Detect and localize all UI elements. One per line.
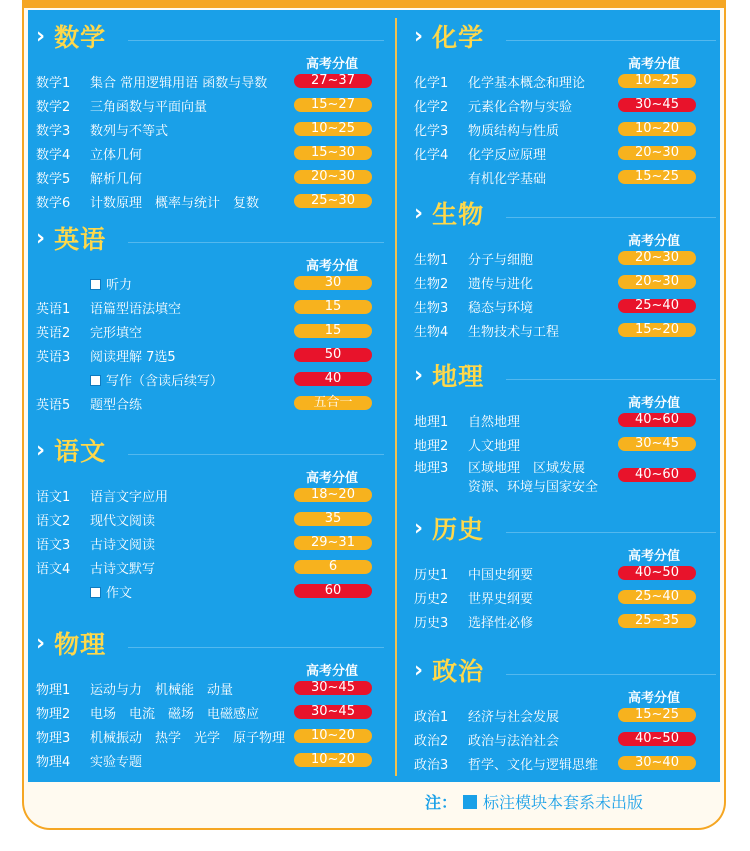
section-title (414, 357, 484, 393)
module-code: 数学5 (36, 171, 71, 187)
section-title-text: 政治 (432, 657, 485, 686)
score-column-header: 高考分值 (306, 57, 359, 72)
module-row (36, 118, 386, 140)
score-pill: 25~35 (618, 614, 696, 628)
score-pill: 10~20 (618, 122, 696, 136)
subject-section (36, 432, 386, 601)
module-code: 物理4 (36, 754, 71, 770)
module-code: 生物1 (414, 252, 449, 268)
score-pill: 35 (294, 512, 372, 526)
module-code: 语文4 (36, 561, 71, 577)
section-header (414, 357, 718, 391)
section-title (414, 652, 484, 688)
module-topic-text: 遗传与进化 (468, 276, 534, 292)
subject-section (414, 652, 718, 773)
module-code: 数学3 (36, 123, 71, 139)
module-topic-text: 电场 电流 磁场 电磁感应 (90, 706, 260, 722)
module-code: 历史3 (414, 615, 449, 631)
subject-section (36, 625, 386, 770)
section-header (36, 625, 386, 659)
module-code: 语文3 (36, 537, 71, 553)
module-code: 数学6 (36, 195, 71, 211)
module-code: 数学2 (36, 99, 71, 115)
module-topic-text: 听力 (106, 277, 133, 293)
score-pill: 30 (294, 276, 372, 290)
chevron-right-icon: › (36, 437, 47, 463)
chevron-right-icon: › (414, 657, 425, 683)
module-code: 物理3 (36, 730, 71, 746)
footnote (425, 790, 643, 813)
section-rule (506, 217, 716, 218)
section-title (36, 18, 106, 54)
module-topic-text: 实验专题 (90, 754, 143, 770)
top-accent-bar (22, 0, 726, 8)
score-pill: 40 (294, 372, 372, 386)
module-topic-text: 计数原理 概率与统计 复数 (90, 195, 260, 211)
chevron-right-icon: › (414, 200, 425, 226)
section-rule (128, 242, 384, 243)
section-title (414, 195, 484, 231)
module-row (414, 752, 718, 774)
module-code: 历史1 (414, 567, 449, 583)
module-topic-text: 化学基本概念和理论 (468, 75, 586, 91)
score-pill: 27~37 (294, 74, 372, 88)
note-label: 注： (425, 793, 458, 812)
module-code: 英语1 (36, 301, 71, 317)
module-row (414, 142, 718, 164)
module-code: 英语2 (36, 325, 71, 341)
score-pill: 29~31 (294, 536, 372, 550)
subject-section (414, 18, 718, 187)
module-topic-text: 运动与力 机械能 动量 (90, 682, 234, 698)
score-pill: 60 (294, 584, 372, 598)
section-rule (128, 647, 384, 648)
module-row (36, 749, 386, 771)
subject-section (36, 18, 386, 211)
module-row (414, 118, 718, 140)
module-row (414, 319, 718, 341)
score-pill: 50 (294, 348, 372, 362)
module-topic-text: 选择性必修 (468, 615, 534, 631)
score-column-header: 高考分值 (306, 471, 359, 486)
section-rule (128, 454, 384, 455)
module-code: 语文2 (36, 513, 71, 529)
module-topic-text: 语篇型语法填空 (90, 301, 182, 317)
module-row (414, 457, 718, 493)
module-topic-text: 哲学、文化与逻辑思维 (468, 757, 599, 773)
module-topic-text: 写作（含读后续写） (106, 373, 224, 389)
module-code: 地理1 (414, 414, 449, 430)
section-rule (506, 40, 716, 41)
section-header (414, 18, 718, 52)
module-topic-text: 中国史纲要 (468, 567, 534, 583)
score-pill: 25~30 (294, 194, 372, 208)
subject-section (414, 510, 718, 631)
section-header (36, 18, 386, 52)
module-row (36, 344, 386, 366)
section-title-text: 物理 (54, 630, 107, 659)
score-pill: 25~40 (618, 299, 696, 313)
module-row (414, 433, 718, 455)
module-row (414, 295, 718, 317)
section-title-text: 语文 (54, 437, 107, 466)
module-topic-text: 自然地理 (468, 414, 521, 430)
module-code: 历史2 (414, 591, 449, 607)
module-row (414, 271, 718, 293)
score-pill: 40~60 (618, 413, 696, 427)
section-header (36, 432, 386, 466)
module-code: 化学4 (414, 147, 449, 163)
section-rule (506, 674, 716, 675)
module-row (36, 166, 386, 188)
module-row (36, 532, 386, 554)
module-topic-text: 稳态与环境 (468, 300, 534, 316)
module-row (414, 562, 718, 584)
section-header (36, 220, 386, 254)
module-mark-icon (463, 795, 477, 809)
module-row (36, 392, 386, 414)
score-column-header: 高考分值 (306, 664, 359, 679)
note-text: 标注模块本套系未出版 (483, 793, 644, 812)
section-title (36, 220, 106, 256)
module-row (414, 166, 718, 188)
module-row (36, 701, 386, 723)
module-code: 英语3 (36, 349, 71, 365)
module-code: 政治1 (414, 709, 449, 725)
module-code: 语文1 (36, 489, 71, 505)
module-topic-text: 阅读理解 7选5 (90, 349, 176, 365)
section-rule (128, 40, 384, 41)
module-code: 生物2 (414, 276, 449, 292)
section-title (414, 18, 484, 54)
score-pill: 15~20 (618, 323, 696, 337)
score-pill: 15 (294, 300, 372, 314)
module-topic-text: 古诗文默写 (90, 561, 156, 577)
module-topic-text: 作文 (106, 585, 133, 601)
score-pill: 25~40 (618, 590, 696, 604)
score-pill: 20~30 (618, 146, 696, 160)
module-row (36, 296, 386, 318)
module-code: 政治3 (414, 757, 449, 773)
score-pill: 10~20 (294, 753, 372, 767)
module-code: 英语5 (36, 397, 71, 413)
module-topic-text: 人文地理 (468, 438, 521, 454)
column-divider (395, 18, 397, 776)
module-code: 政治2 (414, 733, 449, 749)
score-column-header: 高考分值 (628, 396, 681, 411)
section-title-text: 英语 (54, 225, 107, 254)
module-row (414, 409, 718, 431)
score-column-header: 高考分值 (306, 259, 359, 274)
section-title-text: 地理 (432, 362, 485, 391)
module-row (36, 368, 386, 390)
section-title (414, 510, 484, 546)
score-pill: 40~60 (618, 468, 696, 482)
module-topic-text: 解析几何 (90, 171, 143, 187)
module-code: 生物4 (414, 324, 449, 340)
module-code: 物理2 (36, 706, 71, 722)
module-topic-text: 区域地理 区域发展 (468, 461, 586, 476)
score-pill: 30~45 (294, 705, 372, 719)
score-pill: 20~30 (618, 275, 696, 289)
chevron-right-icon: › (36, 630, 47, 656)
score-pill: 18~20 (294, 488, 372, 502)
score-column-header: 高考分值 (628, 549, 681, 564)
subject-section (414, 195, 718, 340)
module-topic-text: 立体几何 (90, 147, 143, 163)
module-row (36, 190, 386, 212)
score-pill: 10~20 (294, 729, 372, 743)
module-row (36, 580, 386, 602)
module-row (414, 94, 718, 116)
score-pill: 15~30 (294, 146, 372, 160)
section-title (36, 432, 106, 468)
module-topic-text: 古诗文阅读 (90, 537, 156, 553)
module-code: 化学3 (414, 123, 449, 139)
module-row (36, 142, 386, 164)
score-pill: 20~30 (294, 170, 372, 184)
module-code: 地理3 (414, 461, 449, 476)
score-column-header: 高考分值 (628, 234, 681, 249)
section-header (414, 195, 718, 229)
unpublished-mark-icon (90, 587, 101, 598)
module-row (36, 677, 386, 699)
score-pill: 40~50 (618, 566, 696, 580)
score-pill: 20~30 (618, 251, 696, 265)
subject-section (414, 357, 718, 495)
score-pill: 30~45 (618, 98, 696, 112)
section-title-text: 数学 (54, 23, 107, 52)
score-pill: 30~45 (618, 437, 696, 451)
module-row (414, 586, 718, 608)
module-topic-text: 生物技术与工程 (468, 324, 560, 340)
chevron-right-icon: › (36, 23, 47, 49)
module-topic-text: 物质结构与性质 (468, 123, 560, 139)
module-row (36, 320, 386, 342)
score-column-header: 高考分值 (628, 57, 681, 72)
module-row (36, 508, 386, 530)
score-column-header: 高考分值 (628, 691, 681, 706)
module-topic-text: 元素化合物与实验 (468, 99, 573, 115)
module-topic-text: 完形填空 (90, 325, 143, 341)
section-title-text: 化学 (432, 23, 485, 52)
module-topic-line2: 资源、环境与国家安全 (468, 480, 599, 495)
module-topic-text: 现代文阅读 (90, 513, 156, 529)
module-row (36, 70, 386, 92)
section-rule (506, 379, 716, 380)
section-header (414, 652, 718, 686)
module-topic-text: 世界史纲要 (468, 591, 534, 607)
module-row (36, 556, 386, 578)
module-row (414, 70, 718, 92)
module-code: 物理1 (36, 682, 71, 698)
module-row (36, 272, 386, 294)
chevron-right-icon: › (414, 362, 425, 388)
module-topic-text: 分子与细胞 (468, 252, 534, 268)
score-pill: 30~40 (618, 756, 696, 770)
module-code: 地理2 (414, 438, 449, 454)
score-pill: 6 (294, 560, 372, 574)
module-code: 生物3 (414, 300, 449, 316)
score-pill: 10~25 (294, 122, 372, 136)
module-row (36, 94, 386, 116)
section-title-text: 生物 (432, 200, 485, 229)
section-rule (506, 532, 716, 533)
module-topic-text: 经济与社会发展 (468, 709, 560, 725)
module-topic-text: 语言文字应用 (90, 489, 169, 505)
module-topic-text: 机械振动 热学 光学 原子物理 (90, 730, 286, 746)
module-row (36, 725, 386, 747)
chevron-right-icon: › (36, 225, 47, 251)
section-header (414, 510, 718, 544)
chevron-right-icon: › (414, 515, 425, 541)
unpublished-mark-icon (90, 375, 101, 386)
module-row (414, 610, 718, 632)
chevron-right-icon: › (414, 23, 425, 49)
section-title-text: 历史 (432, 515, 485, 544)
section-title (36, 625, 106, 661)
score-pill: 15~25 (618, 708, 696, 722)
module-row (36, 484, 386, 506)
score-pill: 40~50 (618, 732, 696, 746)
module-code: 化学2 (414, 99, 449, 115)
module-code: 数学4 (36, 147, 71, 163)
module-topic-text: 化学反应原理 (468, 147, 547, 163)
module-topic-text: 数列与不等式 (90, 123, 169, 139)
subject-section (36, 220, 386, 413)
module-row (414, 728, 718, 750)
module-topic-text: 政治与法治社会 (468, 733, 560, 749)
module-row (414, 704, 718, 726)
score-pill: 10~25 (618, 74, 696, 88)
module-topic-text: 题型合练 (90, 397, 143, 413)
score-pill: 五合一 (294, 396, 372, 410)
score-pill: 15~25 (618, 170, 696, 184)
module-code: 数学1 (36, 75, 71, 91)
score-pill: 30~45 (294, 681, 372, 695)
module-code: 化学1 (414, 75, 449, 91)
module-topic-text: 有机化学基础 (468, 171, 547, 187)
module-row (414, 247, 718, 269)
score-pill: 15~27 (294, 98, 372, 112)
unpublished-mark-icon (90, 279, 101, 290)
module-topic-text: 集合 常用逻辑用语 函数与导数 (90, 75, 268, 91)
module-topic-text: 三角函数与平面向量 (90, 99, 208, 115)
score-pill: 15 (294, 324, 372, 338)
